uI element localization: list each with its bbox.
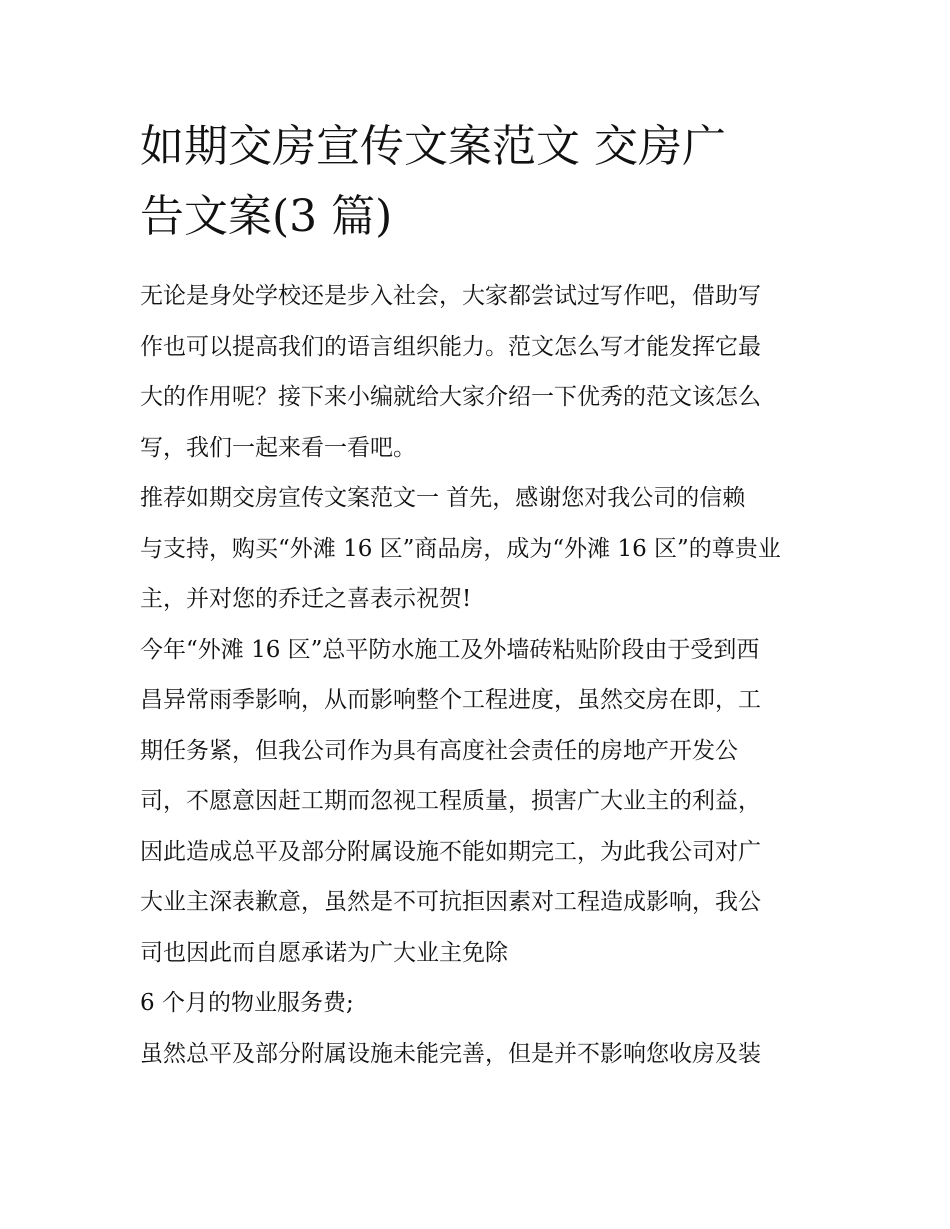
document-page	[140, 112, 812, 1079]
document-body	[140, 271, 812, 1079]
text-line: 与支持，购买“外滩 16 区”商品房，成为“外滩 16 区”的尊贵业	[140, 535, 781, 562]
text-line: 虽然总平及部分附属设施未能完善，但是并不影响您收房及装	[140, 1040, 761, 1067]
text-line: 因此造成总平及部分附属设施不能如期完工，为此我公司对广	[140, 838, 761, 865]
title-line: 告文案(3 篇)	[140, 191, 393, 242]
title-line: 如期交房宣传文案范文 交房广	[140, 121, 726, 172]
paragraph-delay-notice	[140, 625, 812, 979]
paragraph-facilities	[140, 1029, 812, 1080]
text-line: 昌异常雨季影响，从而影响整个工程进度，虽然交房在即，工	[140, 687, 761, 713]
text-line: 推荐如期交房宣传文案范文一 首先，感谢您对我公司的信赖	[140, 485, 746, 511]
text-line: 无论是身处学校还是步入社会，大家都尝试过写作吧，借助写	[140, 283, 761, 309]
paragraph-recommendation	[140, 473, 812, 625]
text-line: 大的作用呢？接下来小编就给大家介绍一下优秀的范文该怎么	[140, 384, 761, 410]
document-title	[140, 112, 812, 252]
text-line: 司也因此而自愿承诺为广大业主免除	[140, 939, 508, 966]
paragraph-fee-waiver	[140, 978, 812, 1029]
text-line: 写，我们一起来看一看吧。	[140, 434, 416, 461]
text-line: 司，不愿意因赶工期而忽视工程质量，损害广大业主的利益，	[140, 788, 761, 814]
text-line: 6 个月的物业服务费;	[140, 990, 354, 1016]
paragraph-intro	[140, 271, 812, 473]
text-line: 今年“外滩 16 区”总平防水施工及外墙砖粘贴阶段由于受到西	[140, 636, 760, 663]
text-line: 大业主深表歉意，虽然是不可抗拒因素对工程造成影响，我公	[140, 889, 761, 915]
text-line: 主，并对您的乔迁之喜表示祝贺!	[140, 586, 472, 612]
text-line: 作也可以提高我们的语言组织能力。范文怎么写才能发挥它最	[140, 333, 761, 360]
text-line: 期任务紧，但我公司作为具有高度社会责任的房地产开发公	[140, 737, 738, 764]
